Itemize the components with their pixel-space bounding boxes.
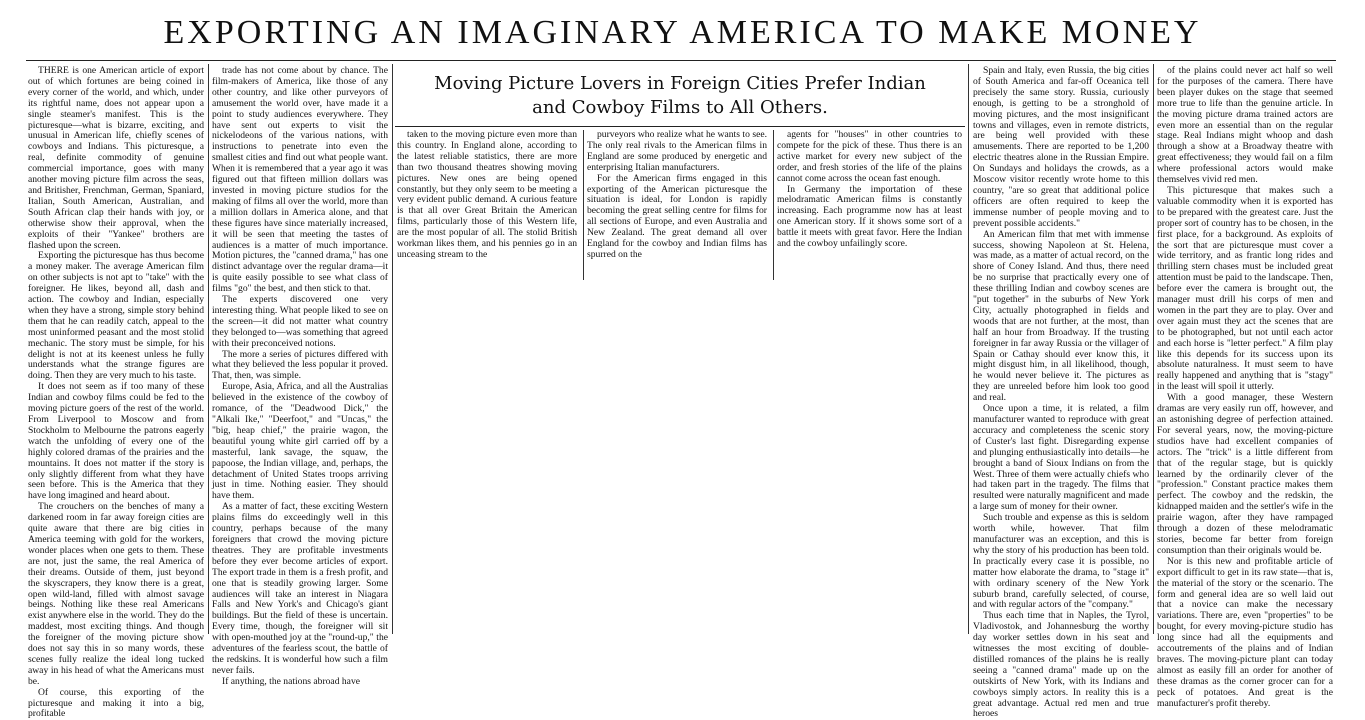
paragraph: Exporting the picturesque has thus become a money maker. The average American film on other subjects is not apt to "take" with the foreigner. He likes, beyond all, dash and action. The cowboy and Indian, especially when they have a strong, simple story behind them that he can readily catch, appeal to the most uninformed peasant and the most stolid mechanic. The story must be simple, for his delight is not at its keenest unless he fully understands what the strange figures are doing. Then they are very much to his taste. (28, 250, 204, 382)
paragraph: trade has not come about by chance. The film-makers of America, like those of any other country, and like other purveyors of amusement the world over, have made it a point to study audiences everywhere. They have sent out experts to visit the nickelodeons of the various nations, with instructions to penetrate into even the smallest cities and find out what people want. When it is remembered that a year ago it was figured out that fifteen million dollars was invested in moving picture studios for the making of films all over the world, more than a million dollars in America alone, and that these figures have since materially increased, it will be seen that meeting the tastes of audiences is a matter of much importance. Motion pictures, the "canned drama," has one distinct advantage over the regular drama—it is quite easily possible to see what class of films "go" the best, and then stick to that. (212, 65, 388, 295)
paragraph: The experts discovered one very interesting thing. What people liked to see on the screen—it did not matter what country they belonged to—was something that agreed with their preconceived notions. (212, 294, 388, 349)
paragraph: The crouchers on the benches of many a darkened room in far away foreign cities are quite aware that there are big cities in America teeming with gold for the workers, wonder places when one gets to them. These are not, just the same, the real America of their dreams. Outside of them, just beyond the skyscrapers, they know there is a great, open wild-land, filled with almost savage beings. Nothing like these real Americans exist anywhere else in the world. They do the maddest, most exciting things. And though the foreigner of the moving picture show does not say this in so many words, these scenes fully realize the ideal long tucked away in his head of what the Americans must be. (28, 501, 204, 687)
column-divider (968, 64, 969, 634)
paragraph: Thus each time that in Naples, the Tyrol, Vladivostok, and Johannesburg the worthy day worker settles down in his seat and witnesses the most exciting of double-distilled romances of the plains he is really seeing a "canned drama" made up on the outskirts of New York, with its Indians and cowboys simply actors. In reality this is a great advantage. Actual red men and true heroes (973, 610, 1149, 720)
subhead-line-1: Moving Picture Lovers in Foreign Cities Prefer Indian (434, 73, 926, 94)
paragraph: For the American firms engaged in this exporting of the American picturesque the situation is ideal, for London is rapidly becoming the great selling centre for films for all sections of Europe, and even Australia and New Zealand. The great demand all over England for the cowboy and Indian films has spurred on the (587, 172, 767, 260)
column-3 (397, 130, 577, 270)
paragraph: It does not seem as if too many of these Indian and cowboy films could be fed to the moving picture goers of the rest of the world. From Liverpool to Moscow and from Stockholm to Melbourne the patrons eagerly watch the unfolding of every one of the highly colored dramas of the prairies and the mountains. It does not matter if the story is only slightly different from what they have seen before. This is the America that they have long imagined and heard about. (28, 381, 204, 502)
paragraph: An American film that met with immense success, showing Napoleon at St. Helena, was made, as a matter of actual record, on the shore of Coney Island. And thus, there need be no surprise that practically every one of these thrilling Indian and cowboy scenes are "put together" in the suburbs of New York City, actually photographed in fields and woods that are not further, at the most, than half an hour from Broadway. If the trusting foreigner in far away Russia or the villager of Spain or Cathay should ever know this, it might disgust him, in all likelihood, though, he would never believe it. The pictures as they are unreeled before him look too good and real. (973, 228, 1149, 404)
paragraph: In Germany the importation of these melodramatic American films is constantly increasing. Each programme now has at least one American story. If it shows some sort of a battle it meets with great favor. Here the Indian and the cowboy unfailingly score. (777, 183, 962, 250)
paragraph: Such trouble and expense as this is seldom worth while, however. That film manufacturer was an exception, and this is why the story of his production has been told. In practically every case it is possible, no matter how elaborate the drama, to "stage it" with ordinary scenery of the New York suburb brand, carefully selected, of course, and with regular actors of the "company." (973, 512, 1149, 611)
column-6 (973, 65, 1149, 720)
paragraph: of the plains could never act half so well for the purposes of the camera. There have been player dukes on the stage that seemed more true to life than the genuine article. In the moving picture drama trained actors are even more an essential than on the regular stage. Real Indians might whoop and dash through a show at a Broadway theatre with great effectiveness; they would fail on a film where professional actors would make themselves vivid red men. (1157, 65, 1333, 186)
paragraph: taken to the moving picture even more than this country. In England alone, according to the latest reliable statistics, there are more than two thousand theatres showing moving pictures. New ones are being opened constantly, but they only seem to be meeting a very evident public demand. A curious feature is that all over Great Britain the American films, particularly those of this Western life, are the most popular of all. The stolid British workman likes them, and his pennies go in an unceasing stream to the (397, 129, 577, 260)
column-2 (212, 65, 388, 687)
column-1 (28, 65, 204, 720)
paragraph: With a good manager, these Western dramas are very easily run off, however, and an astonishing degree of perfection attained. For several years, now, the moving-picture studios have had excellent companies of actors. The "trick" is a little different from that of the regular stage, but is quickly learned by the ordinarily clever of the "profession." Constant practice makes them perfect. The cowboy and the redskin, the kidnapped maiden and the settler's wife in the prairie wagon, after they have rampaged through a dozen of these melodramatic stories, become far better from foreign consumption than their originals would be. (1157, 392, 1333, 556)
paragraph: Europe, Asia, Africa, and all the Australias believed in the existence of the cowboy of romance, of the "Deadwood Dick," the "Alkali Ike," "Deerfoot," and "Uncas," the "big, heap chief," the prairie wagon, the beautiful young white girl carried off by a masterful, lank savage, the squaw, the papoose, the Indian village, and, perhaps, the detachment of United States troops arriving just in time. Nothing easier. They should have them. (212, 381, 388, 502)
column-4 (587, 130, 767, 270)
column-divider (208, 64, 209, 634)
headline-rule (26, 60, 1336, 61)
column-divider (583, 130, 584, 280)
column-divider (392, 64, 393, 634)
article-subhead (395, 72, 965, 120)
column-7 (1157, 65, 1333, 709)
paragraph: This picturesque that makes such a valuable commodity when it is exported has to be prepared with the greatest care. Just the proper sort of country has to be chosen, in the first place, for a background. As exploits of the sort that are picturesque must cover a wide territory, and as frantic long rides and thrilling stern chases must be included great attention must be paid to the landscape. Then, before ever the camera is brought out, the manager must drill his corps of men and women in the part they are to play. Over and over again must they act the scenes that are to be photographed, but not until each actor and each horse is "letter perfect." A film play like this depends for its success upon its absolute naturalness. It must seem to have really happened and anything that is "stagy" in the least will spoil it utterly. (1157, 184, 1333, 393)
paragraph: THERE is one American article of export out of which fortunes are being coined in every corner of the world, and which, under its rightful name, does not appear upon a single steamer's manifest. This is the picturesque—what is bizarre, exciting, and unusual in American life, chiefly scenes of cowboys and Indians. This picturesque, a real, definite commodity of genuine commercial importance, goes with many another moving picture film across the seas, and Britisher, Frenchman, German, Spaniard, Italian, South American, Australian, and South African clap their hands with joy, or otherwise show their approval, when the exploits of their "Yankee" brothers are flashed upon the screen. (28, 65, 204, 251)
paragraph: If anything, the nations abroad have (222, 675, 360, 687)
paragraph: As a matter of fact, these exciting Western plains films do exceedingly well in this country, perhaps because of the many foreigners that crowd the moving picture theatres. They are profitable investments before they ever become articles of export. The export trade in them is a fresh profit, and one that is steadily growing larger. Some audiences will take an interest in Niagara Falls and New York's and Chicago's giant buildings. But the field of these is uncertain. Every time, though, the foreigner will sit with open-mouthed joy at the "round-up," the adventures of the fearless scout, the battle of the redskins. It is wonderful how such a film never fails. (212, 501, 388, 676)
paragraph: agents for "houses" in other countries to compete for the pick of these. Thus there is an active market for every new subject of the order, and fresh stories of the life of the plains cannot come across the ocean fast enough. (777, 129, 962, 184)
paragraph: Spain and Italy, even Russia, the big cities of South America and far-off Oceanica tell precisely the same story. Russia, curiously enough, is getting to be a stronghold of moving pictures, and the most insignificant towns and villages, even in remote districts, are being well provided with these amusements. There are reported to be 1,200 electric theatres alone in the Russian Empire. On Sundays and holidays the crowds, as a Moscow visitor recently wrote home to this country, "are so great that additional police officers are often required to keep the immense number of people moving and to prevent possible accidents." (973, 65, 1149, 229)
article-headline: EXPORTING AN IMAGINARY AMERICA TO MAKE MONEY (163, 14, 1202, 51)
paragraph: Nor is this new and profitable article of export difficult to get in its raw state—that is, the material of the story or the scenario. The form and general idea are so well laid out that a novice can make the necessary variations. There are, even "properties" to be bought, for every moving-picture studio has long since had all the equipments and accoutrements of the plains and of Indian braves. The moving-picture plant can today almost as easily fill an order for another of these dramas as the corner grocer can for a peck of potatoes. And great is the manufacturer's profit thereby. (1157, 555, 1333, 709)
column-divider (773, 130, 774, 280)
subhead-line-2: and Cowboy Films to All Others. (532, 97, 828, 118)
paragraph: purveyors who realize what he wants to see. The only real rivals to the American films in England are some produced by energetic and enterprising Italian manufacturers. (587, 129, 767, 173)
paragraph: Once upon a time, it is related, a film manufacturer wanted to reproduce with great accuracy and completeness the scenic story of Custer's last fight. Disregarding expense and plunging enthusiastically into details—he brought a band of Sioux Indians on from the West. Three of them were actually chiefs who had taken part in the tragedy. The films that resulted were naturally magnificent and made a large sum of money for their owner. (973, 403, 1149, 513)
paragraph: Of course, this exporting of the picturesque and making it into a big, profitable (28, 686, 204, 720)
column-divider (1153, 64, 1154, 634)
paragraph: The more a series of pictures differed with what they believed the less popular it proved. That, then, was simple. (212, 348, 388, 382)
column-5 (777, 130, 962, 270)
subhead-rule (395, 126, 965, 127)
